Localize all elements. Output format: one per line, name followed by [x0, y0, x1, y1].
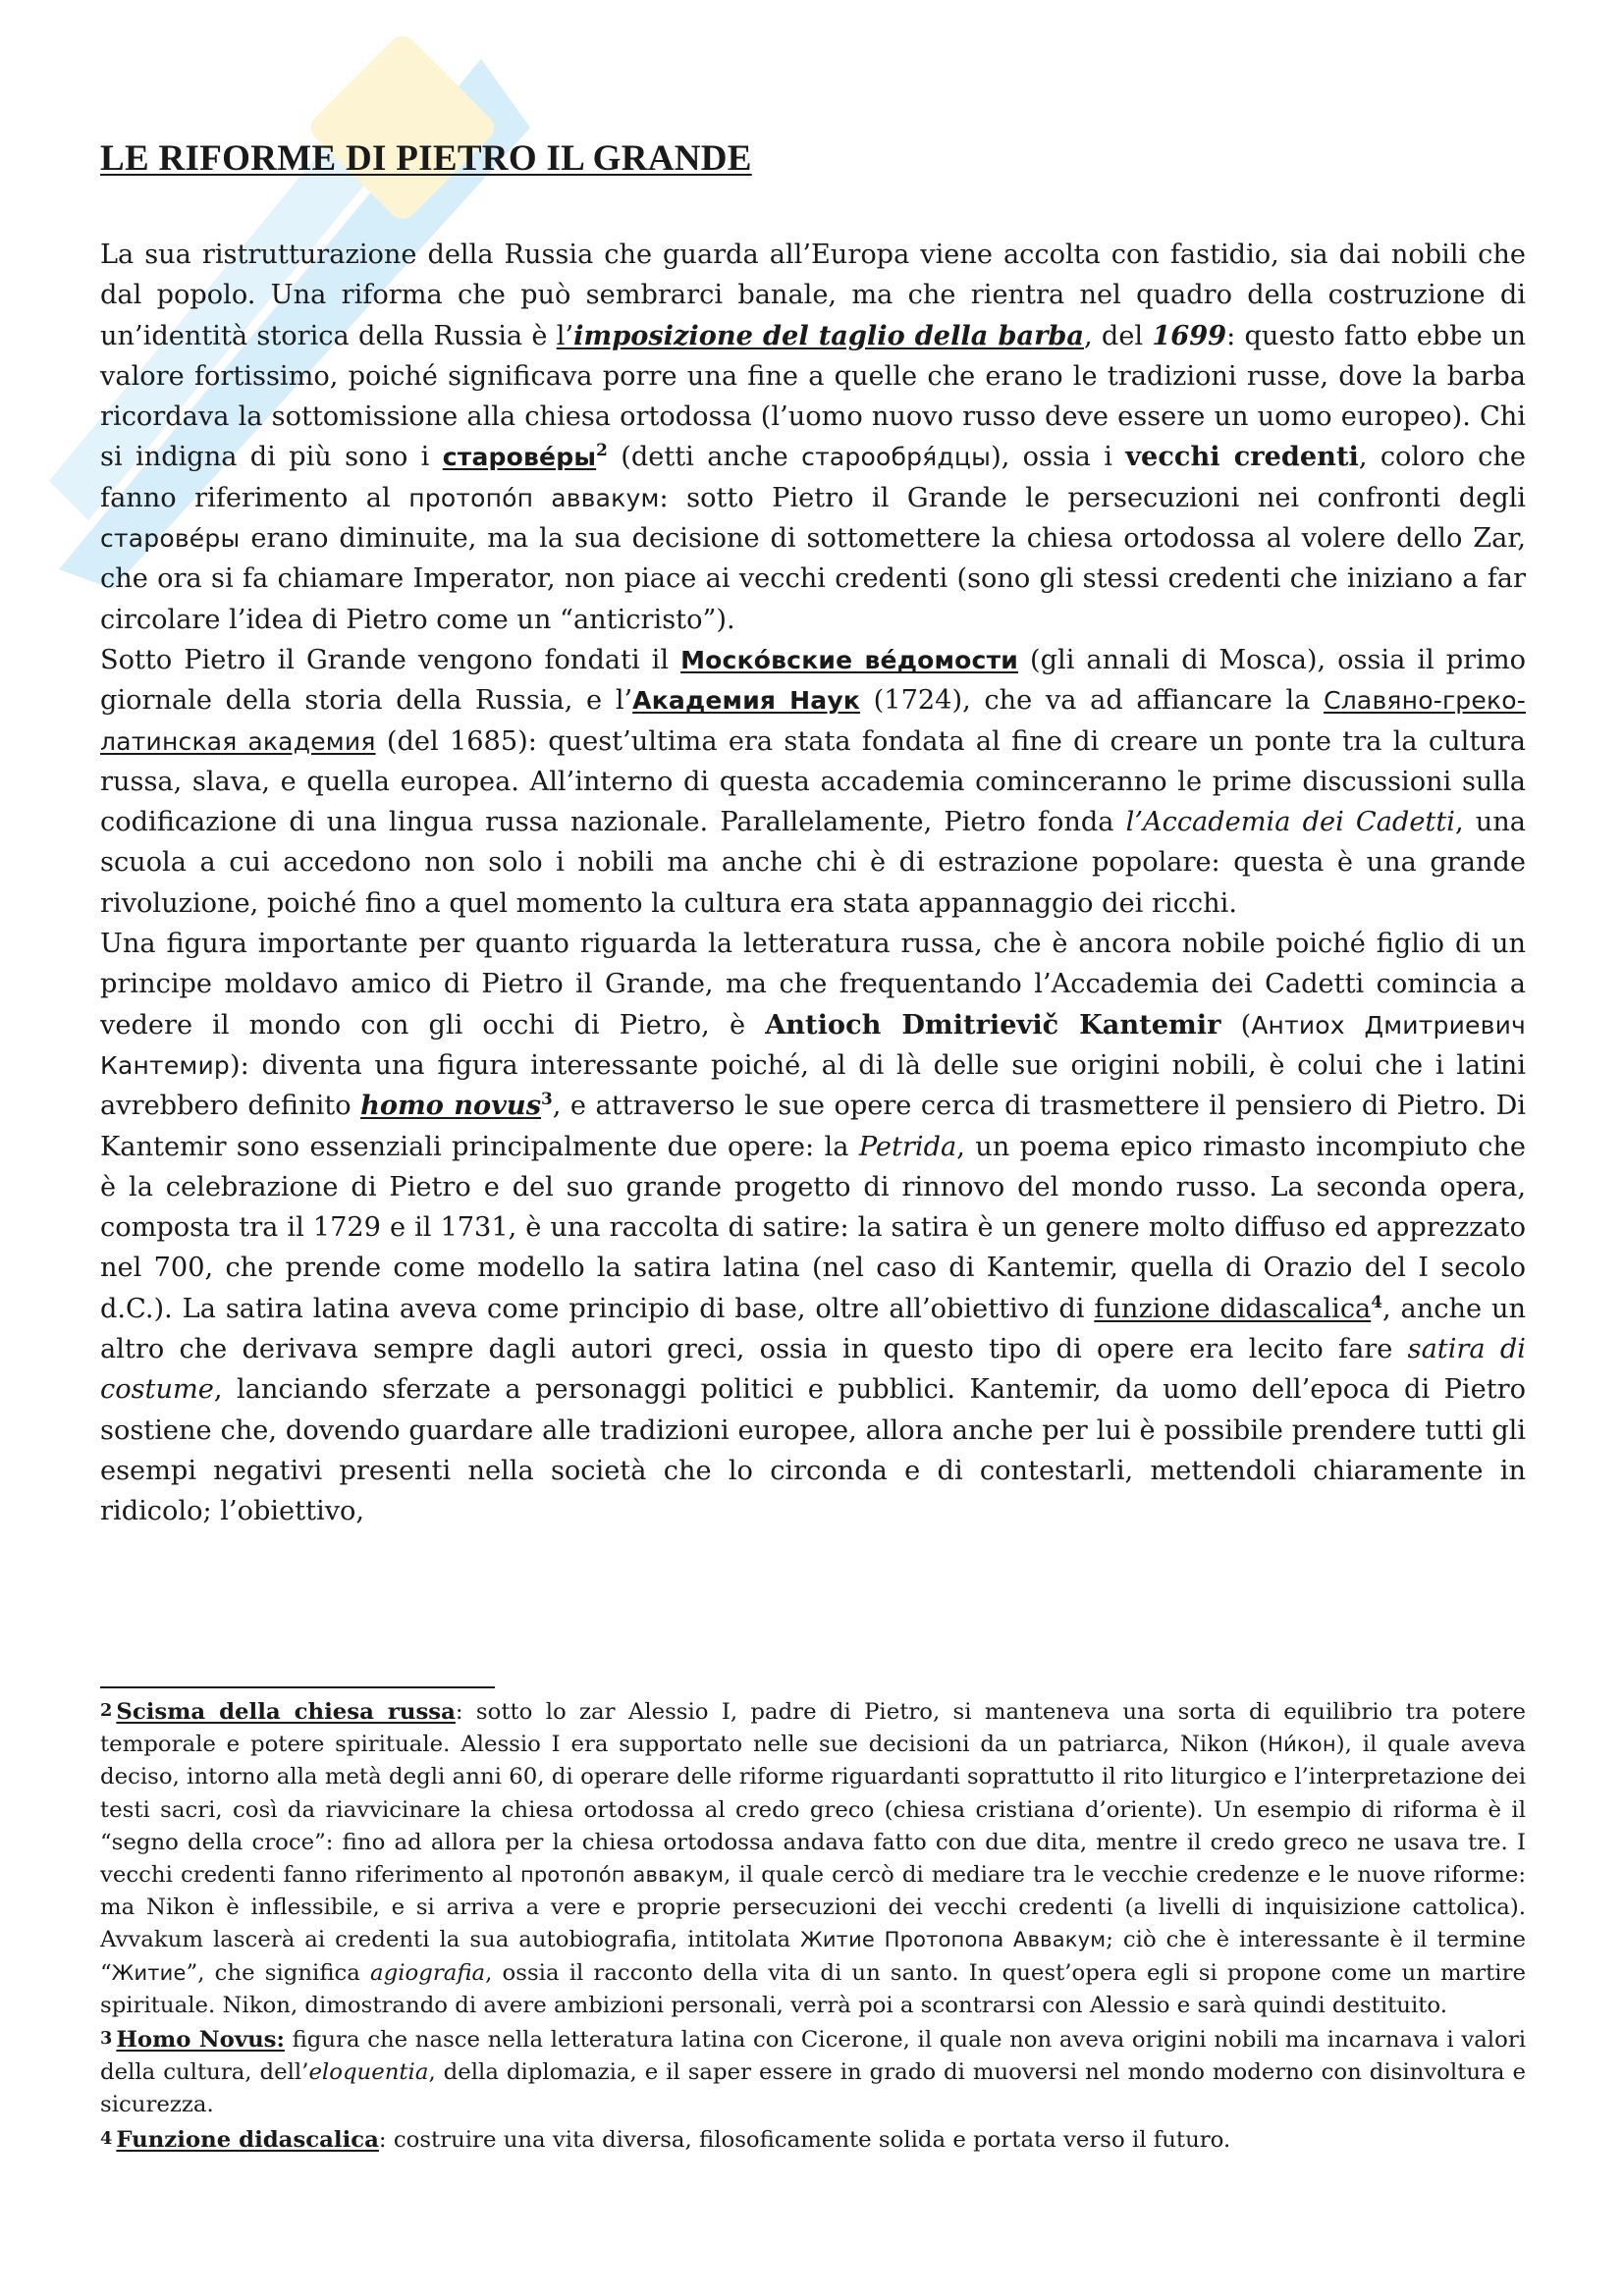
homo-novus-term: homo novus	[360, 1090, 542, 1122]
starovery-term: старове́ры	[442, 443, 597, 472]
paragraph-1: La sua ristrutturazione della Russia che guarda all’Europa viene accolta con fastidio, sia dai nobili che dal popolo. Una riforma che può sembrarci banale, ma che rientra nel quadro della costruzione di un’identità storica della Russia è l’imposizione del taglio della barba, del 1699: questo fatto ebbe un valore fortissimo, poiché significava porre una fine a quelle che erano le tradizioni russe, dove la barba ricordava la sottomissione alla chiesa ortodossa (l’uomo nuovo russo deve essere un uomo europeo). Chi si indigna di più sono i $старове́ры^2$ (detti anche старообря́дцы), ossia i vecchi credenti, coloro che fanno riferimento al протопо́п аввакум: sotto Pietro il Grande le persecuzioni nei confronti degli старове́ры erano diminuite, ma la sua decisione di sottomettere la chiesa ortodossa al volere dello Zar, che ora si fa chiamare Imperator, non piace ai vecchi credenti (sono gli stessi credenti che iniziano a far circolare l’idea di Pietro come un “anticristo”).	[100, 240, 1527, 635]
footnotes	[100, 1694, 1526, 2157]
beard-tax-emphasis: imposizione del taglio della barba	[573, 319, 1085, 351]
footnote-4: 4 Funzione didascalica: costruire una vita diversa, filosoficamente solida e portata verso il futuro.	[100, 2126, 1231, 2153]
slavyano-akademiya-term: Славяно-греко-латинская академия	[100, 686, 1526, 756]
funzione-didascalica-term: funzione didascalica	[1094, 1293, 1372, 1324]
vecchi-credenti-term: vecchi credenti	[1125, 441, 1359, 473]
footnote-3: 3 Homo Novus: figura che nasce nella letteratura latina con Cicerone, il quale non aveva origini nobili ma incarnava i valori della cultura, dell’eloquentia, della diplomazia, e il saper essere in grado di muoversi nel mondo moderno con disinvoltura e sicurezza.	[100, 2027, 1527, 2118]
footnote-ref-4[interactable]: 4	[1371, 1291, 1382, 1311]
akademiya-nauk-term: Академия Наук	[632, 686, 861, 716]
footnote-separator	[100, 1686, 495, 1688]
kantemir-name: Antioch Dmitrievič Kantemir	[765, 1008, 1221, 1041]
year-1699: 1699	[1152, 319, 1227, 351]
petrida-title: Petrida	[858, 1131, 957, 1162]
footnote-4-heading: Funzione didascalica	[116, 2126, 379, 2153]
footnote-ref-2[interactable]: 2	[596, 440, 608, 460]
document-page	[100, 137, 1526, 1532]
page-title: LE RIFORME DI PIETRO IL GRANDE	[100, 138, 752, 179]
footnote-3-heading: Homo Novus:	[116, 2027, 285, 2054]
footnote-2: 2 Scisma della chiesa russa: sotto lo zar Alessio I, padre di Pietro, si manteneva una sorta di equilibrio tra potere temporale e potere spirituale. Alessio I era supportato nelle sue decisioni da un patriarca, Nikon (Ни́кон), il quale aveva deciso, intorno alla metà degli anni 60, di operare delle riforme riguardanti soprattutto il rito liturgico e l’interpretazione dei testi sacri, così da riavvicinare la chiesa ortodossa al credo greco (chiesa cristiana d’oriente). Un esempio di riforma è il “segno della croce”: fino ad allora per la chiesa ortodossa andava fatto con due dita, mentre il credo greco ne usava tre. I vecchi credenti fanno riferimento al протопо́п аввакум, il quale cercò di mediare tra le vecchie credenze e le nuove riforme: ma Nikon è inflessibile, e si arriva a vere e proprie persecuzioni dei vecchi credenti (a livelli di inquisizione cattolica). Avvakum lascerà ai credenti la sua autobiografia, intitolata Житие Протопопа Аввакум; ciò che è interessante è il termine “Житие”, che significa agiografia, ossia il racconto della vita di un santo. In quest’opera egli si propone come un martire spirituale. Nikon, dimostrando di avere ambizioni personali, verrà poi a scontrarsi con Alessio e sarà quindi destituito.	[100, 1699, 1527, 2018]
footnote-ref-3[interactable]: 3	[541, 1089, 553, 1109]
body-text	[100, 235, 1526, 1532]
moskovskie-vedomosti-term: Моско́вские ве́домости	[680, 645, 1019, 674]
paragraph-2: Sotto Pietro il Grande vengono fondati il Моско́вские ве́домости (gli annali di Mosca), ossia il primo giornale della storia della Russia, e l’Академия Наук (1724), che va ad affiancare la Славяно-греко-латинская академия (del 1685): quest’ultima era stata fondata al fine di creare un ponte tra la cultura russa, slava, e quella europea. All’interno di questa accademia cominceranno le prime discussioni sulla codificazione di una lingua russa nazionale. Parallelamente, Pietro fonda l’Accademia dei Cadetti, una scuola a cui accedono non solo i nobili ma anche chi è di estrazione popolare: questa è una grande rivoluzione, poiché fino a quel momento la cultura era stata appannaggio dei ricchi.	[100, 644, 1526, 919]
accademia-cadetti-term: l’Accademia dei Cadetti	[1125, 807, 1455, 838]
satira-di-costume-term: satira di costume	[100, 1334, 1526, 1406]
footnote-2-heading: Scisma della chiesa russa	[116, 1699, 456, 1725]
paragraph-3: Una figura importante per quanto riguarda la letteratura russa, che è ancora nobile poiché figlio di un principe moldavo amico di Pietro il Grande, ma che frequentando l’Accademia dei Cadetti comincia a vedere il mondo con gli occhi di Pietro, è Antioch Dmitrievič Kantemir (Антиох Дмитриевич Кантемир): diventa una figura interessante poiché, al di là delle sue origini nobili, è colui che i latini avrebbero definito homo novus$^3$, e attraverso le sue opere cerca di trasmettere il pensiero di Pietro. Di Kantemir sono essenziali principalmente due opere: la Petrida, un poema epico rimasto incompiuto che è la celebrazione di Pietro e del suo grande progetto di rinnovo del mondo russo. La seconda opera, composta tra il 1729 e il 1731, è una raccolta di satire: la satira è un genere molto diffuso ed apprezzato nel 700, che prende come modello la satira latina (nel caso di Kantemir, quella di Orazio del I secolo d.C.). La satira latina aveva come principio di base, oltre all’obiettivo di funzione didascalica$^4$, anche un altro che derivava sempre dagli autori greci, ossia in questo tipo di opere era lecito fare satira di costume, lanciando sferzate a personaggi politici e pubblici. Kantemir, da uomo dell’epoca di Pietro sostiene che, dovendo guardare alle tradizioni europee, allora anche per lui è possibile prendere tutti gli esempi negativi presenti nella società che lo circonda e di contestarli, mettendoli chiaramente in ridicolo; l’obiettivo,	[100, 929, 1527, 1527]
